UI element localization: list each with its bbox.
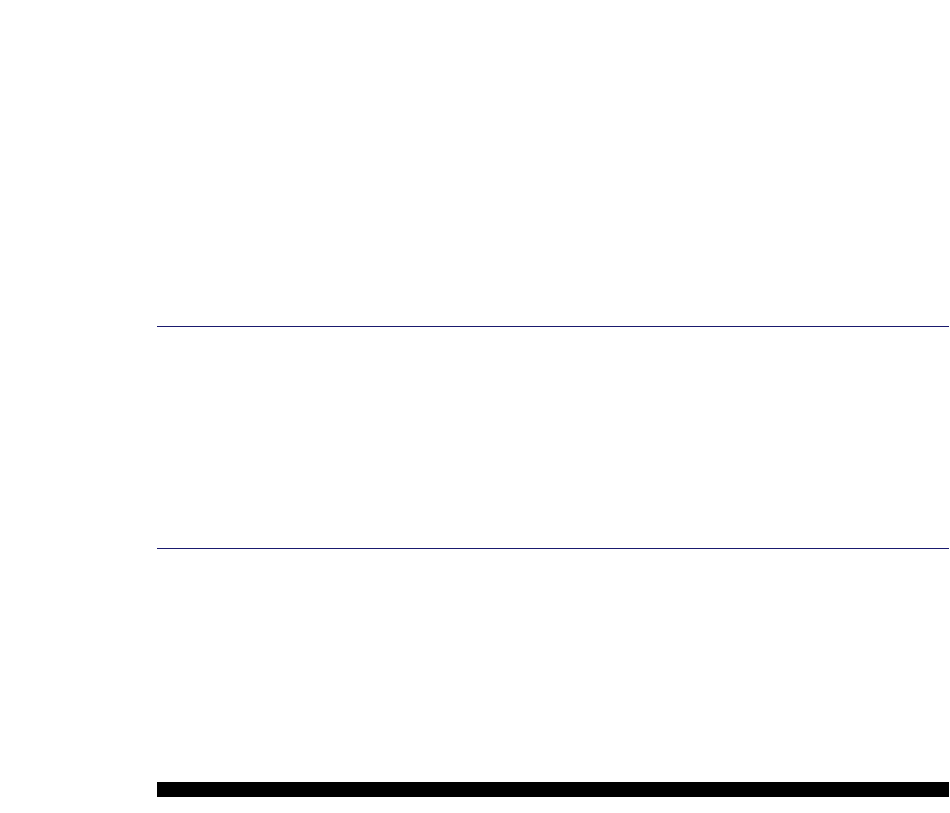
repeatmasker-feature[interactable] [157, 782, 949, 797]
